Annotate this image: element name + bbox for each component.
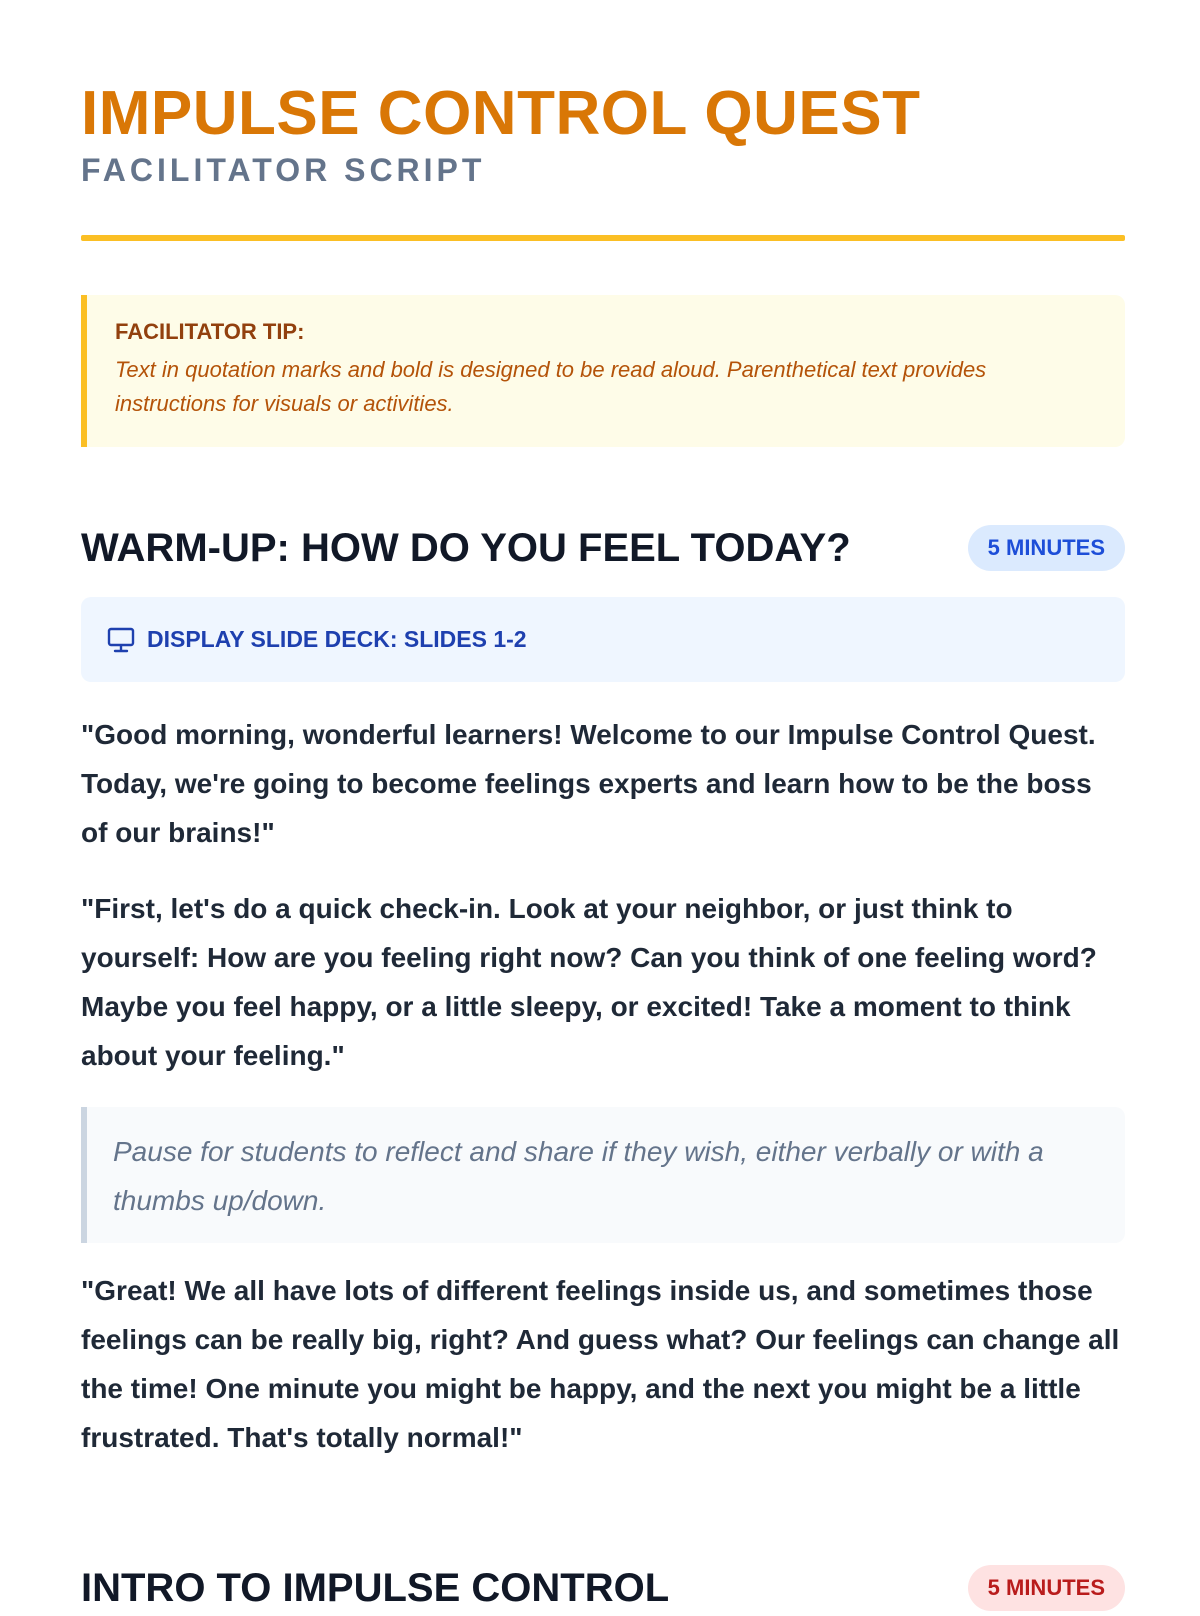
section-title: WARM-UP: HOW DO YOU FEEL TODAY? — [81, 526, 851, 570]
tip-text: Text in quotation marks and bold is designed to be read aloud. Parenthetical text provides instructions for visuals or activities. — [115, 357, 987, 416]
page-title: IMPULSE CONTROL QUEST — [81, 79, 921, 148]
section-header-intro — [81, 1560, 1125, 1616]
duration-badge: 5 MINUTES — [968, 1565, 1125, 1611]
slide-instruction-box — [81, 597, 1125, 682]
activity-note — [81, 1107, 1125, 1243]
script-paragraph: "Great! We all have lots of different feelings inside us, and sometimes those feelings can be really big, right? And guess what? Our feelings can change all the time! One minute you might be happy, and the next you might be a little frustrated. That's totally normal!" — [81, 1275, 1120, 1453]
page-subtitle: FACILITATOR SCRIPT — [81, 152, 486, 188]
section-header-warmup — [81, 520, 1125, 576]
duration-badge: 5 MINUTES — [968, 525, 1125, 571]
header-divider — [81, 235, 1125, 241]
section-title: INTRO TO IMPULSE CONTROL — [81, 1566, 670, 1610]
script-paragraph: "Good morning, wonderful learners! Welcome to our Impulse Control Quest. Today, we're going to become feelings experts and learn how to be the boss of our brains!" — [81, 719, 1096, 848]
facilitator-tip-box — [81, 295, 1125, 447]
script-paragraph: "First, let's do a quick check-in. Look at your neighbor, or just think to yourself: How are you feeling right now? Can you think of one feeling word? Maybe you feel happy, or a little sleepy, or excited! Take a moment to think about your feeling." — [81, 893, 1097, 1071]
slide-instruction-text: DISPLAY SLIDE DECK: SLIDES 1-2 — [147, 626, 527, 652]
activity-note-text: Pause for students to reflect and share if they wish, either verbally or with a thumbs up/down. — [113, 1136, 1044, 1216]
tip-label: FACILITATOR TIP: — [115, 319, 305, 344]
monitor-icon — [107, 627, 135, 653]
